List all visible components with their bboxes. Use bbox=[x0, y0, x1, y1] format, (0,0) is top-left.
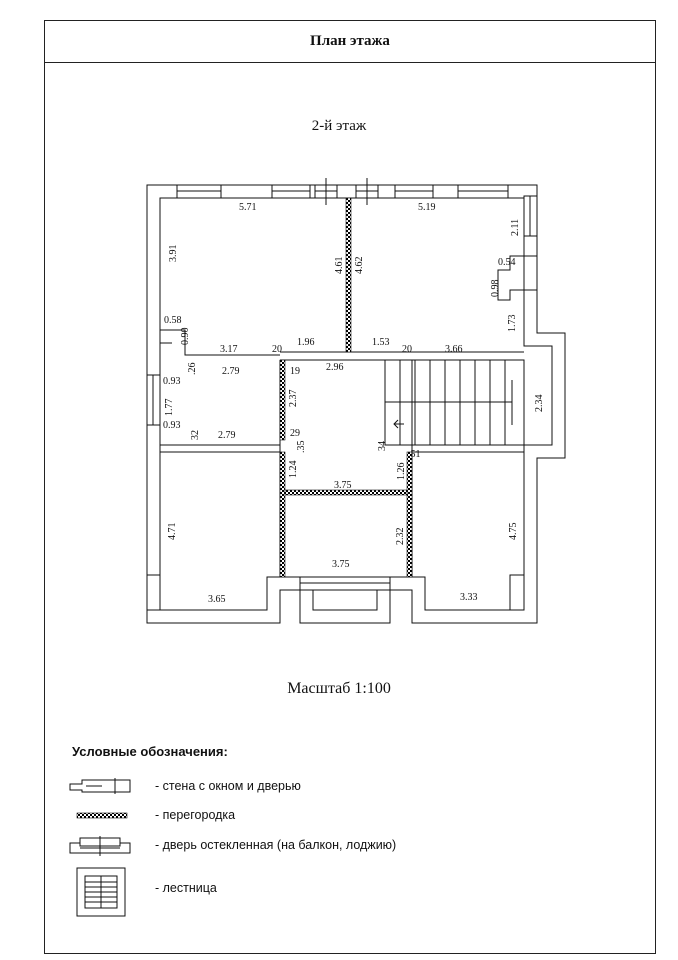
dim-label: 3.65 bbox=[208, 594, 226, 605]
dim-label: 4.61 bbox=[334, 256, 345, 274]
dim-label: 1.26 bbox=[396, 462, 407, 480]
dimension-labels bbox=[163, 202, 545, 605]
staircase bbox=[385, 360, 524, 445]
interior-walls bbox=[160, 256, 524, 577]
dim-label: .35 bbox=[296, 440, 307, 453]
dim-label: 5.71 bbox=[239, 202, 257, 213]
dim-label: .26 bbox=[187, 362, 198, 375]
page-title: План этажа bbox=[45, 21, 655, 63]
dim-label: 0.90 bbox=[180, 327, 191, 345]
legend-item-partition: - перегородка bbox=[155, 808, 236, 822]
window-symbols bbox=[147, 178, 537, 610]
legend-item-glazed-door: - дверь остекленная (на балкон, лоджию) bbox=[155, 838, 397, 852]
exterior-walls bbox=[147, 185, 565, 623]
dim-label: 1.77 bbox=[164, 398, 175, 416]
dim-label: 3.91 bbox=[168, 244, 179, 262]
dim-label: 20 bbox=[272, 344, 282, 355]
dim-label: 2.32 bbox=[395, 527, 406, 545]
legend-title: Условные обозначения: bbox=[72, 744, 228, 759]
dim-label: 2.79 bbox=[218, 430, 236, 441]
legend-item-staircase: - лестница bbox=[155, 881, 217, 895]
dim-label: 2.37 bbox=[288, 389, 299, 407]
dim-label: 19 bbox=[290, 366, 300, 377]
staircase-icon bbox=[77, 868, 125, 916]
wall-with-window-and-door-icon bbox=[70, 778, 130, 794]
dim-label: 4.75 bbox=[508, 522, 519, 540]
floor-label: 2-й этаж bbox=[311, 118, 367, 134]
dim-label: 2.96 bbox=[326, 362, 344, 373]
dim-label: 4.71 bbox=[167, 522, 178, 540]
dim-label: 4.62 bbox=[354, 256, 365, 274]
dim-label: 3.75 bbox=[332, 559, 350, 570]
dim-label: 2.34 bbox=[534, 394, 545, 412]
dim-label: 3.75 bbox=[334, 480, 352, 491]
dim-label: 0.98 bbox=[490, 279, 501, 297]
dim-label: 32 bbox=[190, 430, 201, 440]
dim-label: 20 bbox=[402, 344, 412, 355]
glazed-door-icon bbox=[70, 836, 130, 856]
dim-label: 34 bbox=[377, 441, 388, 451]
legend-item-wall: - стена с окном и дверью bbox=[155, 779, 301, 793]
dim-label: 3.66 bbox=[445, 344, 463, 355]
dim-label: 1.96 bbox=[297, 337, 315, 348]
dim-label: 2.79 bbox=[222, 366, 240, 377]
partition-icon bbox=[77, 813, 127, 818]
dim-label: 3.17 bbox=[220, 344, 238, 355]
dim-label: 1.53 bbox=[372, 337, 390, 348]
dim-label: 0.54 bbox=[498, 257, 516, 268]
dim-label: 0.93 bbox=[163, 420, 181, 431]
dim-label: 0.93 bbox=[163, 376, 181, 387]
dim-label: 2.11 bbox=[510, 218, 521, 236]
scale-label: Масштаб 1:100 bbox=[287, 680, 391, 697]
partitions bbox=[280, 198, 412, 577]
dim-label: .51 bbox=[408, 449, 421, 460]
dim-label: 5.19 bbox=[418, 202, 436, 213]
dim-label: 3.33 bbox=[460, 592, 478, 603]
dim-label: 29 bbox=[290, 428, 300, 439]
dim-label: 0.58 bbox=[164, 315, 182, 326]
dim-label: 1.73 bbox=[507, 314, 518, 332]
dim-label: 1.24 bbox=[288, 460, 299, 478]
